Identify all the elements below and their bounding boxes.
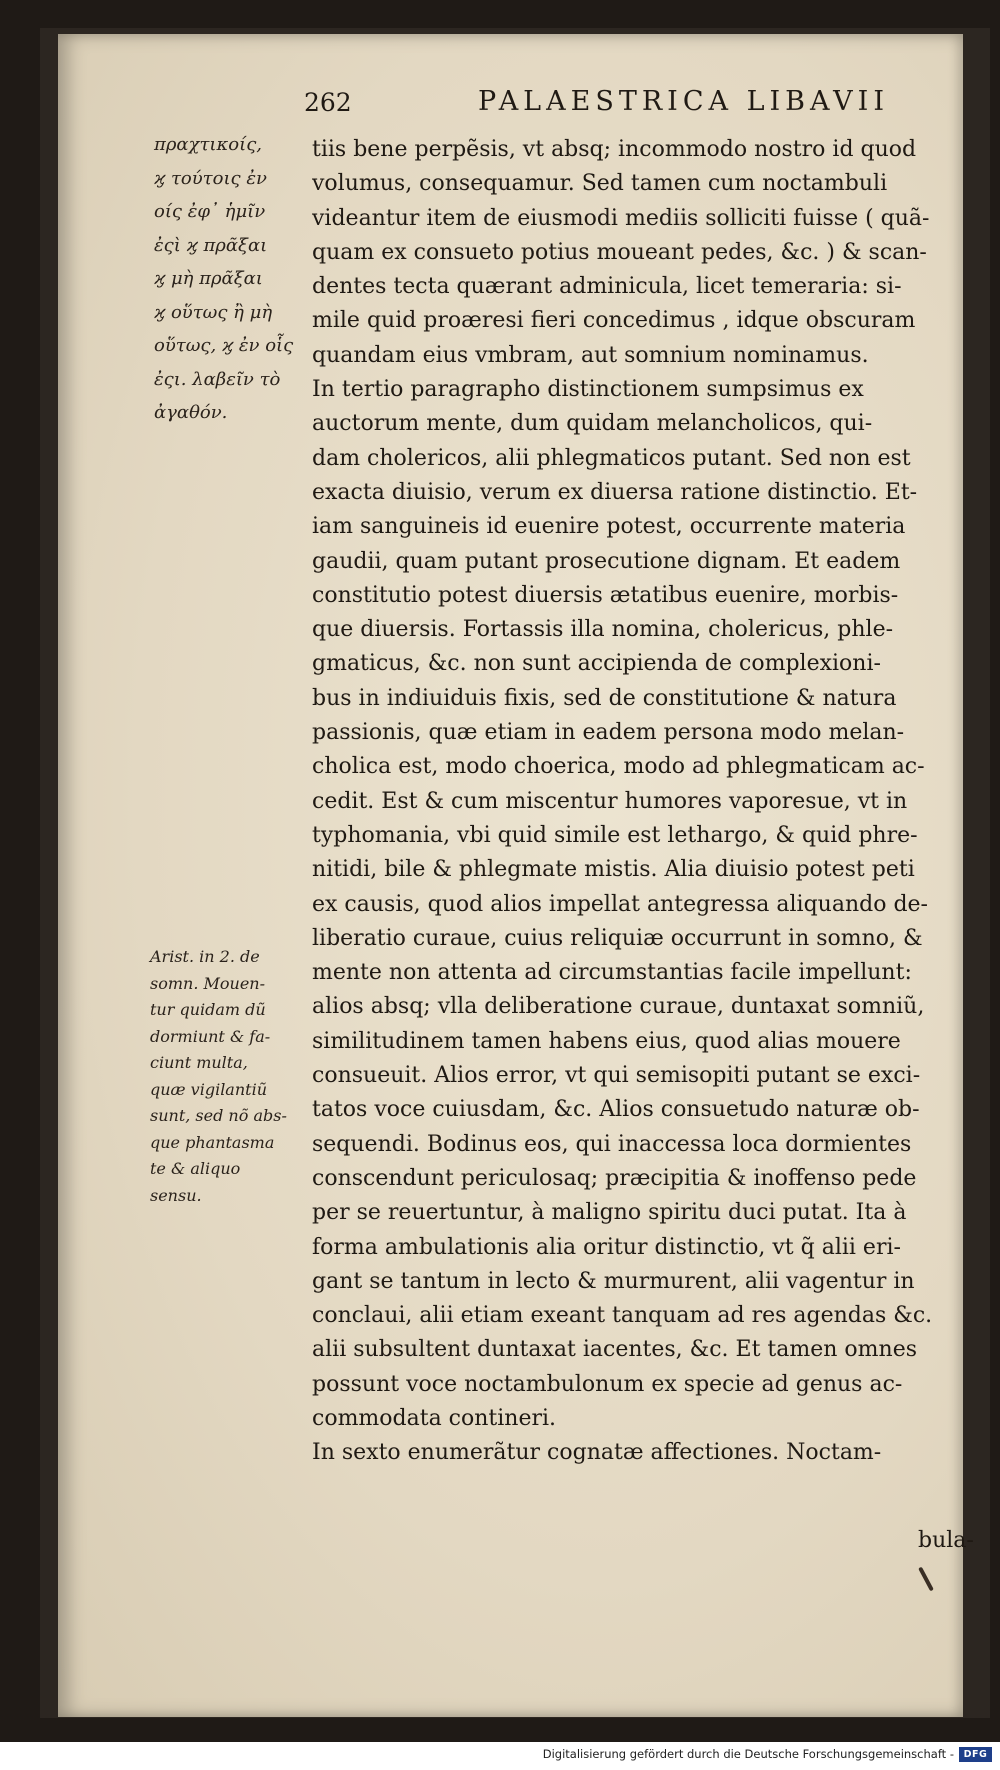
text-line: cedit. Est & cum miscentur humores vaporesue, vt in (312, 788, 908, 814)
text-line: auctorum mente, dum quidam melancholicos, qui- (312, 411, 873, 437)
running-head: PALAESTRICA LIBAVII (478, 86, 889, 117)
latin-note-line: tur quidam dũ (150, 1000, 266, 1019)
dfg-logo: DFG (959, 1747, 992, 1762)
text-line: In tertio paragrapho distinctionem sumpsimus ex (312, 377, 864, 403)
greek-note-line: ϗ μὴ πρᾶξαι (154, 268, 263, 289)
text-line: exacta diuisio, verum ex diuersa ratione distinctio. Et- (312, 479, 918, 505)
text-line: consueuit. Alios error, vt qui semisopiti putant se exci- (312, 1063, 921, 1089)
greek-note-line: πραχτικοίς, (154, 134, 262, 155)
text-line: constitutio potest diuersis ætatibus euenire, morbis- (312, 582, 899, 608)
greek-marginal-note (154, 128, 304, 430)
latin-note-line: quæ vigilantiũ (150, 1079, 267, 1099)
text-line: sequendi. Bodinus eos, qui inaccessa loca dormientes (312, 1131, 912, 1157)
latin-note-line: que phantasma (150, 1132, 275, 1152)
text-line: conclaui, alii etiam exeant tanquam ad res agendas &c. (312, 1303, 933, 1329)
text-line: quam ex consueto potius moueant pedes, &c. ) & scan- (312, 239, 927, 265)
text-line: mente non attenta ad circumstantias facile impellunt: (312, 960, 912, 986)
text-line: alii subsultent duntaxat iacentes, &c. Et tamen omnes (312, 1337, 918, 1363)
latin-note-line: sensu. (150, 1185, 202, 1205)
text-line: bus in indiuiduis fixis, sed de constitutione & natura (312, 685, 897, 711)
text-line: videantur item de eiusmodi mediis solliciti fuisse ( quã- (312, 205, 930, 231)
text-line: gant se tantum in lecto & murmurent, alii vagentur in (312, 1268, 915, 1294)
text-line: volumus, consequamur. Sed tamen cum noctambuli (312, 171, 888, 197)
greek-note-line: οίς ἐφ᾽ ἡμῖν (154, 201, 266, 222)
text-line: typhomania, vbi quid simile est lethargo, & quid phre- (312, 822, 918, 848)
text-line: nitidi, bile & phlegmate mistis. Alia diuisio potest peti (312, 857, 915, 883)
latin-note-line: te & aliquo (150, 1159, 241, 1178)
text-line: gaudii, quam putant prosecutione dignam. Et eadem (312, 548, 901, 574)
greek-note-line: ἐςι. λαβεῖν τὸ (154, 368, 281, 390)
latin-note-line: ciunt multa, (150, 1053, 248, 1072)
latin-note-line: sunt, sed nõ abs- (150, 1106, 287, 1125)
body-text (312, 133, 972, 1471)
text-line: possunt voce noctambulonum ex specie ad genus ac- (312, 1371, 903, 1397)
greek-note-line: ἐςὶ ϗ πρᾶξαι (154, 234, 268, 256)
text-line: commodata contineri. (312, 1405, 557, 1431)
text-line: In sexto enumerãtur cognatæ affectiones. Noctam- (312, 1440, 882, 1466)
text-line: dam cholericos, alii phlegmaticos putant. Sed non est (312, 445, 911, 471)
text-line: conscendunt periculosaq; præcipitia & inoffenso pede (312, 1165, 917, 1191)
text-line: passionis, quæ etiam in eadem persona modo melan- (312, 720, 905, 746)
funding-credit: Digitalisierung gefördert durch die Deutsche Forschungsgemeinschaft - (542, 1747, 954, 1761)
text-line: mile quid proæresi fieri concedimus , idque obscuram (312, 308, 916, 334)
latin-note-line: Arist. in 2. de (150, 947, 260, 966)
greek-note-line: οὕτως, ϗ ἐν οἷς (154, 335, 294, 356)
greek-note-line: ϗ οὕτως ἢ μὴ (154, 301, 273, 323)
latin-note-line: dormiunt & fa- (150, 1026, 271, 1046)
greek-note-line: ἀγαθόν. (154, 402, 228, 423)
text-line: per se reuertuntur, à maligno spiritu duci putat. Ita à (312, 1200, 907, 1226)
text-line: iam sanguineis id euenire potest, occurrente materia (312, 514, 906, 540)
text-line: liberatio curaue, cuius reliquiæ occurrunt in somno, & (312, 925, 923, 951)
text-line: tiis bene perpẽsis, vt absq; incommodo nostro id quod (312, 137, 917, 162)
latin-note-line: somn. Mouen- (150, 973, 265, 993)
text-line: cholica est, modo choerica, modo ad phlegmaticam ac- (312, 754, 925, 780)
catchword: bula- (918, 1528, 974, 1553)
text-line: dentes tecta quærant adminicula, licet temeraria: si- (312, 274, 902, 300)
text-line: gmaticus, &c. non sunt accipienda de complexioni- (312, 651, 881, 677)
text-line: alios absq; vlla deliberatione curaue, duntaxat somniũ, (312, 994, 925, 1020)
page-number: 262 (304, 88, 352, 117)
text-line: ex causis, quod alios impellat antegressa aliquando de- (312, 891, 928, 917)
text-line: quandam eius vmbram, aut somnium nominamus. (312, 342, 869, 368)
text-line: tatos voce cuiusdam, &c. Alios consuetudo naturæ ob- (312, 1097, 920, 1123)
text-line: similitudinem tamen habens eius, quod alias mouere (312, 1028, 901, 1054)
greek-note-line: ϗ τούτοις ἐν (154, 167, 267, 189)
latin-marginal-note (150, 944, 304, 1209)
text-line: que diuersis. Fortassis illa nomina, cholericus, phle- (312, 617, 894, 643)
text-line: forma ambulationis alia oritur distinctio, vt q̃ alii eri- (312, 1234, 901, 1260)
